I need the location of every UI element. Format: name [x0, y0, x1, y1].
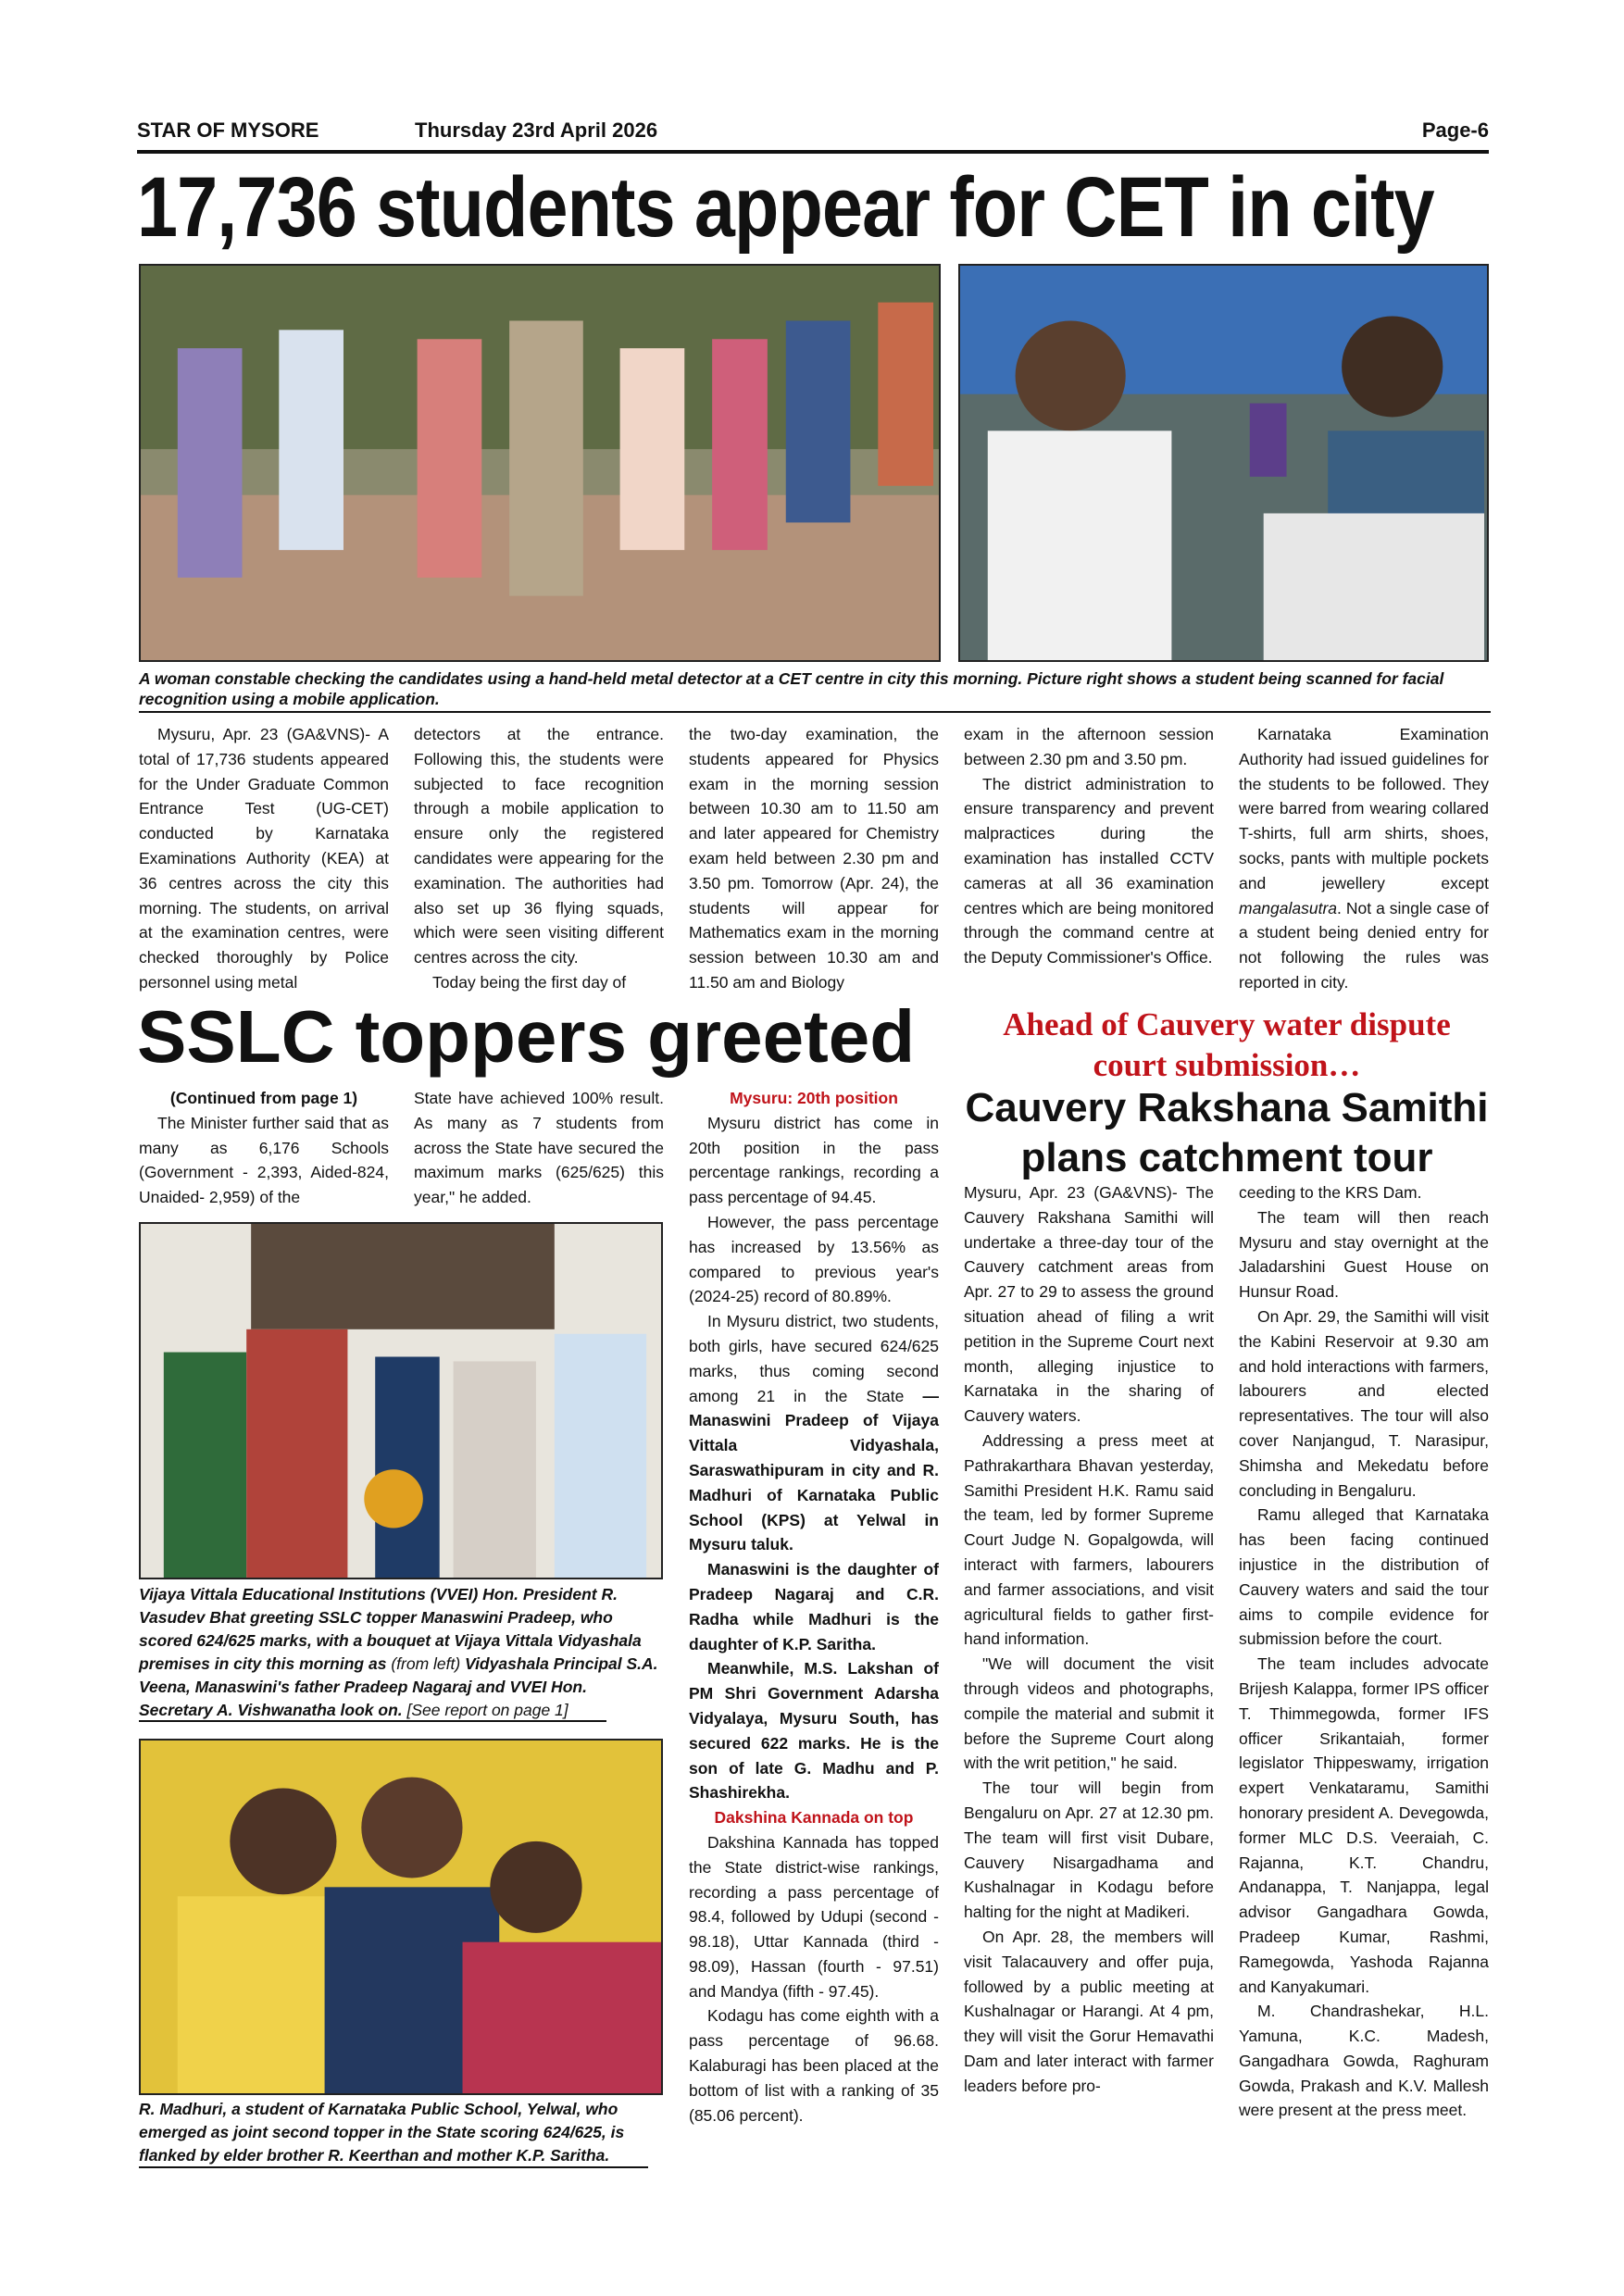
cauvery-paragraph: "We will document the visit through videos and photographs, compile the material and submit it before the Supreme Court along with the writ petition," he said.: [964, 1654, 1214, 1773]
cauvery-paragraph: Ramu alleged that Karnataka has been facing continued injustice in the distribution of Cauvery waters and said the tour aims to compile evidence for submission before the court.: [1239, 1505, 1489, 1649]
cauvery-paragraph: On Apr. 29, the Samithi will visit the Kabini Reservoir at 9.30 am and hold interactions with farmers, labourers and elected representatives. The tour will also cover Nanjangud, T. Narasipur, Shimsha and Mekedatu before concluding in Bengaluru.: [1239, 1306, 1489, 1500]
cauvery-kicker: Ahead of Cauvery water dispute court submission…: [1003, 1006, 1451, 1083]
cet-body-col-2: [414, 722, 664, 995]
masthead-rule: [137, 150, 1489, 154]
sslc-body-col-2: [414, 1086, 664, 1210]
sslc-photo-madhuri-caption: R. Madhuri, a student of Karnataka Public School, Yelwal, who emerged as joint second topper in the State scoring 624/625, is flanked by elder brother R. Keerthan and mother K.P. Saritha.: [139, 2100, 625, 2165]
sslc-paragraph: Meanwhile, M.S. Lakshan of PM Shri Government Adarsha Vidyalaya, Mysuru South, has secured 622 marks. He is the son of late G. Madhu and P. Shashirekha.: [689, 1659, 939, 1803]
subhead-dakshina-kannada: Dakshina Kannada on top: [714, 1808, 914, 1828]
sslc-paragraph: Dakshina Kannada has topped the State district-wise rankings, recording a pass percentage of 98.4, followed by Udupi (second - 98.18), Uttar Kannada (third - 98.09), Hassan (fourth - 97.51) and Mandya (fifth - 97.45).: [689, 1832, 939, 2001]
sslc-paragraph: However, the pass percentage has increased by 13.56% as compared to previous year's (2024-25) record of 80.89%.: [689, 1212, 939, 1306]
cauvery-headline: Cauvery Rakshana Samithi plans catchment tour: [965, 1085, 1489, 1180]
sslc-paragraph: State have achieved 100% result. As many as 7 students from across the State have secured the maximum marks (625/625) this year," he added.: [414, 1089, 664, 1207]
cauvery-paragraph: Addressing a press meet at Pathrakarthara Bhavan yesterday, Samithi President H.K. Ramu said the team, led by former Supreme Court Judge N. Gopalgowda, will interact with farmers, labourers and farmer associations, and visit agricultural fields to gather first-hand information.: [964, 1430, 1214, 1649]
cet-paragraph: The district administration to ensure transparency and prevent malpractices during the examination has installed CCTV cameras at all 36 examination centres which are being monitored through the command centre at the Deputy Commissioner's Office.: [964, 774, 1214, 967]
sslc-paragraph: Manaswini is the daughter of Pradeep Nagaraj and C.R. Radha while Madhuri is the daughter of K.P. Saritha.: [689, 1560, 939, 1653]
cet-body-col-5: [1239, 722, 1489, 995]
sslc-paragraph: The Minister further said that as many as 6,176 Schools (Government - 2,393, Aided-824, Unaided- 2,959) of the: [139, 1113, 389, 1207]
sslc-photo-vvei: [139, 1222, 663, 1579]
issue-date: Thursday 23rd April 2026: [415, 119, 658, 142]
cet-photo-metal-detector: [139, 264, 941, 662]
cauvery-paragraph: ceeding to the KRS Dam.: [1239, 1183, 1422, 1202]
cet-body-col-1: [139, 722, 389, 995]
cet-photo-face-recognition: [958, 264, 1489, 662]
cauvery-paragraph: The team includes advocate Brijesh Kalappa, former IPS officer T. Thimmegowda, former IFS officer Srikantaiah, former legislator Thippeswamy, irrigation expert Venkataramu, Samithi honorary president A. Devegowda, former MLC D.S. Veeraiah, C. Rajanna, K.T. Chandru, Andanappa, T. Nanjappa, legal advisor Gangadhara Gowda, Pradeep Kumar, Rashmi, Ramegowda, Yashoda Rajanna and Kanyakumari.: [1239, 1654, 1489, 1996]
subhead-mysuru: Mysuru: 20th position: [730, 1089, 898, 1107]
sslc-headline: SSLC toppers greeted: [137, 995, 916, 1078]
sslc-paragraph: In Mysuru district, two students, both girls, have secured 624/625 marks, thus coming second among 21 in the State — Manaswini Pradeep of Vijaya Vittala Vidyashala, Saraswathipuram in city and R. Madhuri of Karnataka Public School (KPS) at Yelwal in Mysuru taluk.: [689, 1312, 939, 1554]
sslc-photo-vvei-caption: Vijaya Vittala Educational Institutions (VVEI) Hon. President R. Vasudev Bhat greeting SSLC topper Manaswini Pradeep, who scored 624/625 marks, with a bouquet at Vijaya Vittala Vidyashala premises in city this morning as (from left) Vidyashala Principal S.A. Veena, Manaswini's father Pradeep Nagaraj and VVEI Hon. Secretary A. Vishwanatha look on. [See report on page 1]: [139, 1585, 658, 1719]
cet-paragraph: Karnataka Examination Authority had issued guidelines for the students to be followed. They were barred from wearing collared T-shirts, full arm shirts, shoes, socks, pants with multiple pockets and jewellery except mangalasutra. Not a single case of a student being denied entry for not following the rules was reported in city.: [1239, 725, 1489, 992]
sslc-body-col-1: [139, 1086, 389, 1210]
cauvery-paragraph: M. Chandrashekar, H.L. Yamuna, K.C. Madesh, Gangadhara Gowda, Raghuram Gowda, Prakash and K.V. Mallesh were present at the press meet.: [1239, 2002, 1489, 2120]
cauvery-body-col-1: [964, 1180, 1214, 2098]
sslc-paragraph: Kodagu has come eighth with a pass percentage of 96.68. Kalaburagi has been placed at the bottom of list with a ranking of 35 (85.06 percent).: [689, 2006, 939, 2125]
masthead: [137, 119, 1489, 148]
cet-body-col-4: [964, 722, 1214, 970]
sslc-paragraph: Mysuru district has come in 20th position in the pass percentage rankings, recording a pass percentage of 94.45.: [689, 1113, 939, 1207]
italic-term: mangalasutra: [1239, 898, 1338, 917]
cet-paragraph: detectors at the entrance. Following this, the students were subjected to face recognition through a mobile application to ensure only the registered candidates were appearing for the examination. The authorities had also set up 36 flying squads, which were seen visiting different centres across the city.: [414, 725, 664, 967]
cet-paragraph: Mysuru, Apr. 23 (GA&VNS)- A total of 17,736 students appeared for the Under Graduate Common Entrance Test (UG-CET) conducted by Karnataka Examinations Authority (KEA) at 36 centres across the city this morning. The students, on arrival at the examination centres, were checked thoroughly by Police personnel using metal: [139, 725, 389, 992]
caption-underline: [139, 1720, 606, 1722]
page-number: Page-6: [1421, 119, 1489, 142]
cauvery-paragraph: The team will then reach Mysuru and stay overnight at the Jaladarshini Guest House on Hunsur Road.: [1239, 1207, 1489, 1302]
cet-paragraph: exam in the afternoon session between 2.30 pm and 3.50 pm.: [964, 725, 1214, 768]
sslc-body-col-3: [689, 1086, 939, 2128]
cet-paragraph: Today being the first day of: [432, 972, 627, 992]
cet-body-col-3: [689, 722, 939, 995]
caption-underline: [139, 2166, 648, 2168]
continued-note: (Continued from page 1): [169, 1089, 358, 1107]
sslc-photo-madhuri: [139, 1739, 663, 2095]
cauvery-paragraph: The tour will begin from Bengaluru on Apr. 27 at 12.30 pm. The team will first visit Dubare, Cauvery Nisargadhama and Kushalnagar in Kodagu before halting for the night at Madikeri.: [964, 1778, 1214, 1922]
cet-headline: 17,736 students appear for CET in city: [137, 160, 1434, 255]
cauvery-paragraph: On Apr. 28, the members will visit Talacauvery and offer puja, followed by a public meeting at Kushalnagar or Harangi. At 4 pm, they will visit the Gorur Hemavathi Dam and later interact with farmer leaders before pro-: [964, 1927, 1214, 2095]
publication-name: STAR OF MYSORE: [137, 119, 319, 142]
cet-paragraph: the two-day examination, the students appeared for Physics exam in the morning session between 10.30 am to 11.50 am and later appeared for Chemistry exam held between 2.30 pm and 3.50 pm. Tomorrow (Apr. 24), the students will appear for Mathematics exam in the morning session between 10.30 am and 11.50 am and Biology: [689, 725, 939, 992]
cauvery-body-col-2: [1239, 1180, 1489, 2123]
cet-photo-caption: A woman constable checking the candidates using a hand-held metal detector at a CET centre in city this morning. Picture right shows a student being scanned for facial recognition using a mobile application.: [139, 668, 1491, 713]
cauvery-paragraph: Mysuru, Apr. 23 (GA&VNS)- The Cauvery Rakshana Samithi will undertake a three-day tour of the Cauvery catchment areas from Apr. 27 to 29 to assess the ground situation ahead of filing a writ petition in the Supreme Court next month, alleging injustice to Karnataka in the sharing of Cauvery waters.: [964, 1183, 1214, 1426]
